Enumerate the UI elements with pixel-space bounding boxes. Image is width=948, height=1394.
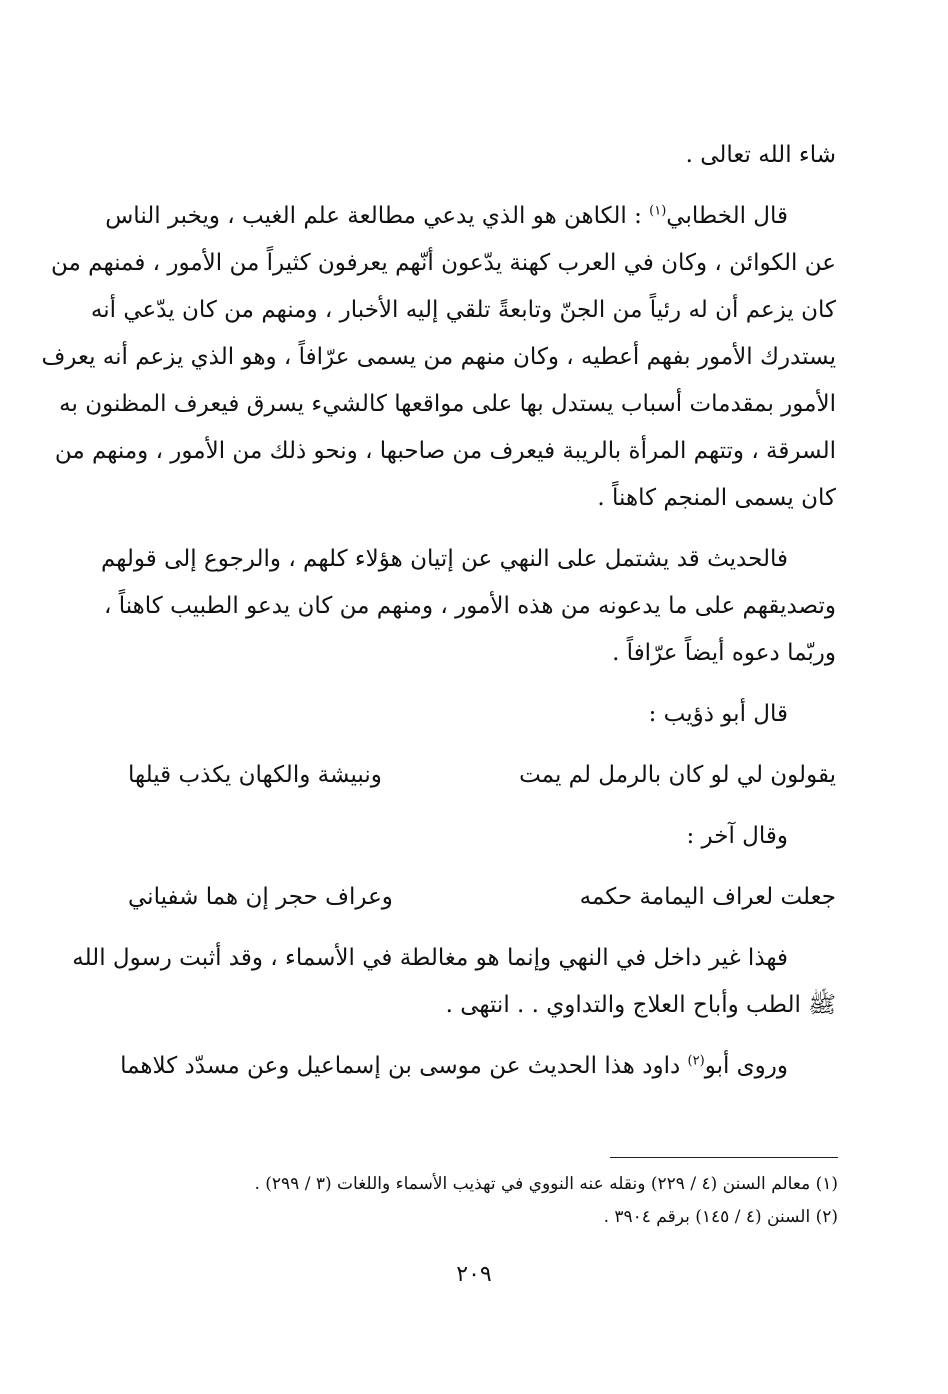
footnotes bbox=[128, 1168, 838, 1234]
poet-intro-other: وقال آخر : bbox=[686, 823, 788, 849]
paragraph-khattabi bbox=[41, 193, 836, 522]
intro-line: شاء الله تعالى . bbox=[685, 142, 836, 168]
footnote-1: (١) معالم السنن (٤ / ٢٢٩) ونقله عنه النووي في تهذيب الأسماء واللغات (٣ / ٢٩٩) . bbox=[254, 1174, 838, 1194]
paragraph-line: وربّما دعوه أيضاً عرّافاً . bbox=[612, 640, 836, 666]
verse-1-first-hemistich: يقولون لي لو كان بالرمل لم يمت bbox=[519, 762, 836, 788]
verse-1 bbox=[128, 752, 836, 799]
main-text bbox=[41, 132, 836, 1090]
verse-2 bbox=[128, 874, 836, 921]
poet-intro: قال أبو ذؤيب : bbox=[648, 701, 788, 727]
footnote-2: (٢) السنن (٤ / ١٤٥) برقم ٣٩٠٤ . bbox=[603, 1207, 838, 1227]
paragraph-abu-dawud bbox=[120, 1043, 836, 1090]
footnote-ref-2: (٢) bbox=[687, 1053, 705, 1069]
paragraph-line: قال الخطابي$^{(١)}$ : الكاهن هو الذي يدعي مطالعة علم الغيب ، ويخبر الناس bbox=[105, 203, 788, 229]
verse-2-second-hemistich: وعراف حجر إن هما شفياني bbox=[128, 884, 393, 910]
paragraph-hadith bbox=[101, 536, 836, 677]
page-number: ٢٠٩ bbox=[456, 1262, 492, 1287]
paragraph-line: عن الكوائن ، وكان في العرب كهنة يدّعون أنّهم يعرفون كثيراً من الأمور ، فمنهم من bbox=[51, 250, 836, 276]
paragraph-line: فالحديث قد يشتمل على النهي عن إتيان هؤلاء كلهم ، والرجوع إلى قولهم bbox=[101, 546, 788, 572]
paragraph-line: الأمور بمقدمات أسباب يستدل بها على مواقعها كالشيء يسرق فيعرف المظنون به bbox=[59, 391, 836, 417]
footnote-ref-1: (١) bbox=[649, 203, 667, 219]
paragraph-line: ﷺ الطب وأباح العلاج والتداوي . . انتهى . bbox=[445, 992, 836, 1018]
verse-1-second-hemistich: ونبيشة والكهان يكذب قيلها bbox=[128, 762, 382, 788]
paragraph-line: فهذا غير داخل في النهي وإنما هو مغالطة في الأسماء ، وقد أثبت رسول الله bbox=[72, 945, 788, 971]
paragraph-line: كان يزعم أن له رئياً من الجنّ وتابعةً تلقي إليه الأخبار ، ومنهم من كان يدّعي أنه bbox=[90, 297, 836, 323]
paragraph-line: وروى أبو$^{(٢)}$ داود هذا الحديث عن موسى بن إسماعيل وعن مسدّد كلاهما bbox=[120, 1053, 788, 1079]
footnote-divider bbox=[610, 1157, 838, 1158]
paragraph-conclusion bbox=[72, 935, 836, 1029]
paragraph-line: كان يسمى المنجم كاهناً . bbox=[597, 485, 836, 511]
paragraph-line: السرقة ، وتتهم المرأة بالريبة فيعرف من صاحبها ، ونحو ذلك من الأمور ، ومنهم من bbox=[54, 438, 836, 464]
verse-2-first-hemistich: جعلت لعراف اليمامة حكمه bbox=[579, 884, 836, 910]
paragraph-line: وتصديقهم على ما يدعونه من هذه الأمور ، ومنهم من كان يدعو الطبيب كاهناً ، bbox=[103, 593, 836, 619]
paragraph-line: يستدرك الأمور بفهم أعطيه ، وكان منهم من يسمى عرّافاً ، وهو الذي يزعم أنه يعرف bbox=[41, 344, 836, 370]
